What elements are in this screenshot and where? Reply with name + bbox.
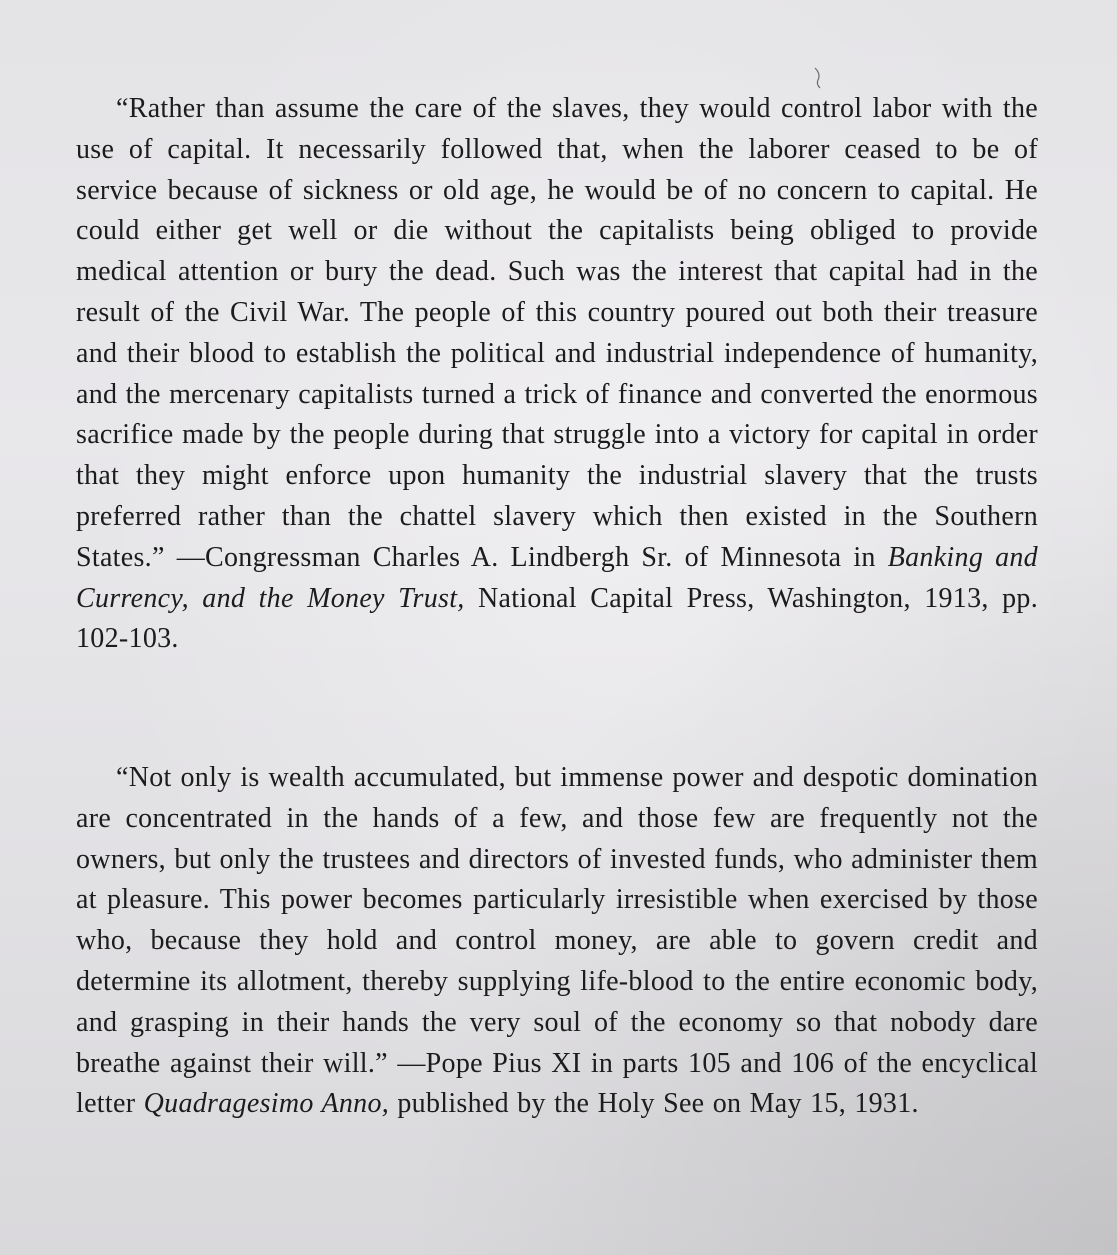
quote-text: “Rather than assume the care of the slaves, they would control labor with the use of capital. It necessarily followed that, when the laborer ceased to be of service because of sickness or old age, he would be of no concern to capital. He could either get well or die without the capitalists being obliged to provide medical attention or bury the dead. Such was the interest that capital had in the result of the Civil War. The people of this country poured out both their treasure and their blood to establish the political and industrial independence of humanity, and the mercenary capitalists turned a trick of finance and converted the enormous sacrifice made by the people during that struggle into a victory for capital in order that they might enforce upon humanity the industrial slavery that the trusts preferred rather than the chattel slavery which then existed in the Southern States.” <box>76 93 1038 573</box>
quote-lindbergh <box>76 89 1038 660</box>
quote-text: “Not only is wealth accumulated, but immense power and despotic domination are concentrated in the hands of a few, and those few are frequently not the owners, but only the trustees and directors of invested funds, who administer them at pleasure. This power becomes particularly irresistible when exercised by those who, because they hold and control money, are able to govern credit and determine its allotment, thereby supplying life-blood to the entire economic body, and grasping in their hands the very soul of the economy so that nobody dare breathe against their will.” <box>76 762 1038 1079</box>
attribution-text: —Congressman Charles A. Lindbergh Sr. of Minnesota in <box>164 541 888 573</box>
book-title: Banking and Currency, and the Money Trust, <box>76 541 1038 614</box>
attribution-text: —Pope Pius XI in parts 105 and 106 of the encyclical letter <box>76 1047 1038 1120</box>
publication-info: National Capital Press, Washington, 1913, pp. 102-103. <box>76 582 1039 655</box>
encyclical-title: Quadragesimo Anno, <box>143 1088 390 1120</box>
publication-info: published by the Holy See on May 15, 1931. <box>389 1088 919 1120</box>
quote-pius-xi <box>76 758 1038 1125</box>
pencil-mark <box>812 66 826 90</box>
